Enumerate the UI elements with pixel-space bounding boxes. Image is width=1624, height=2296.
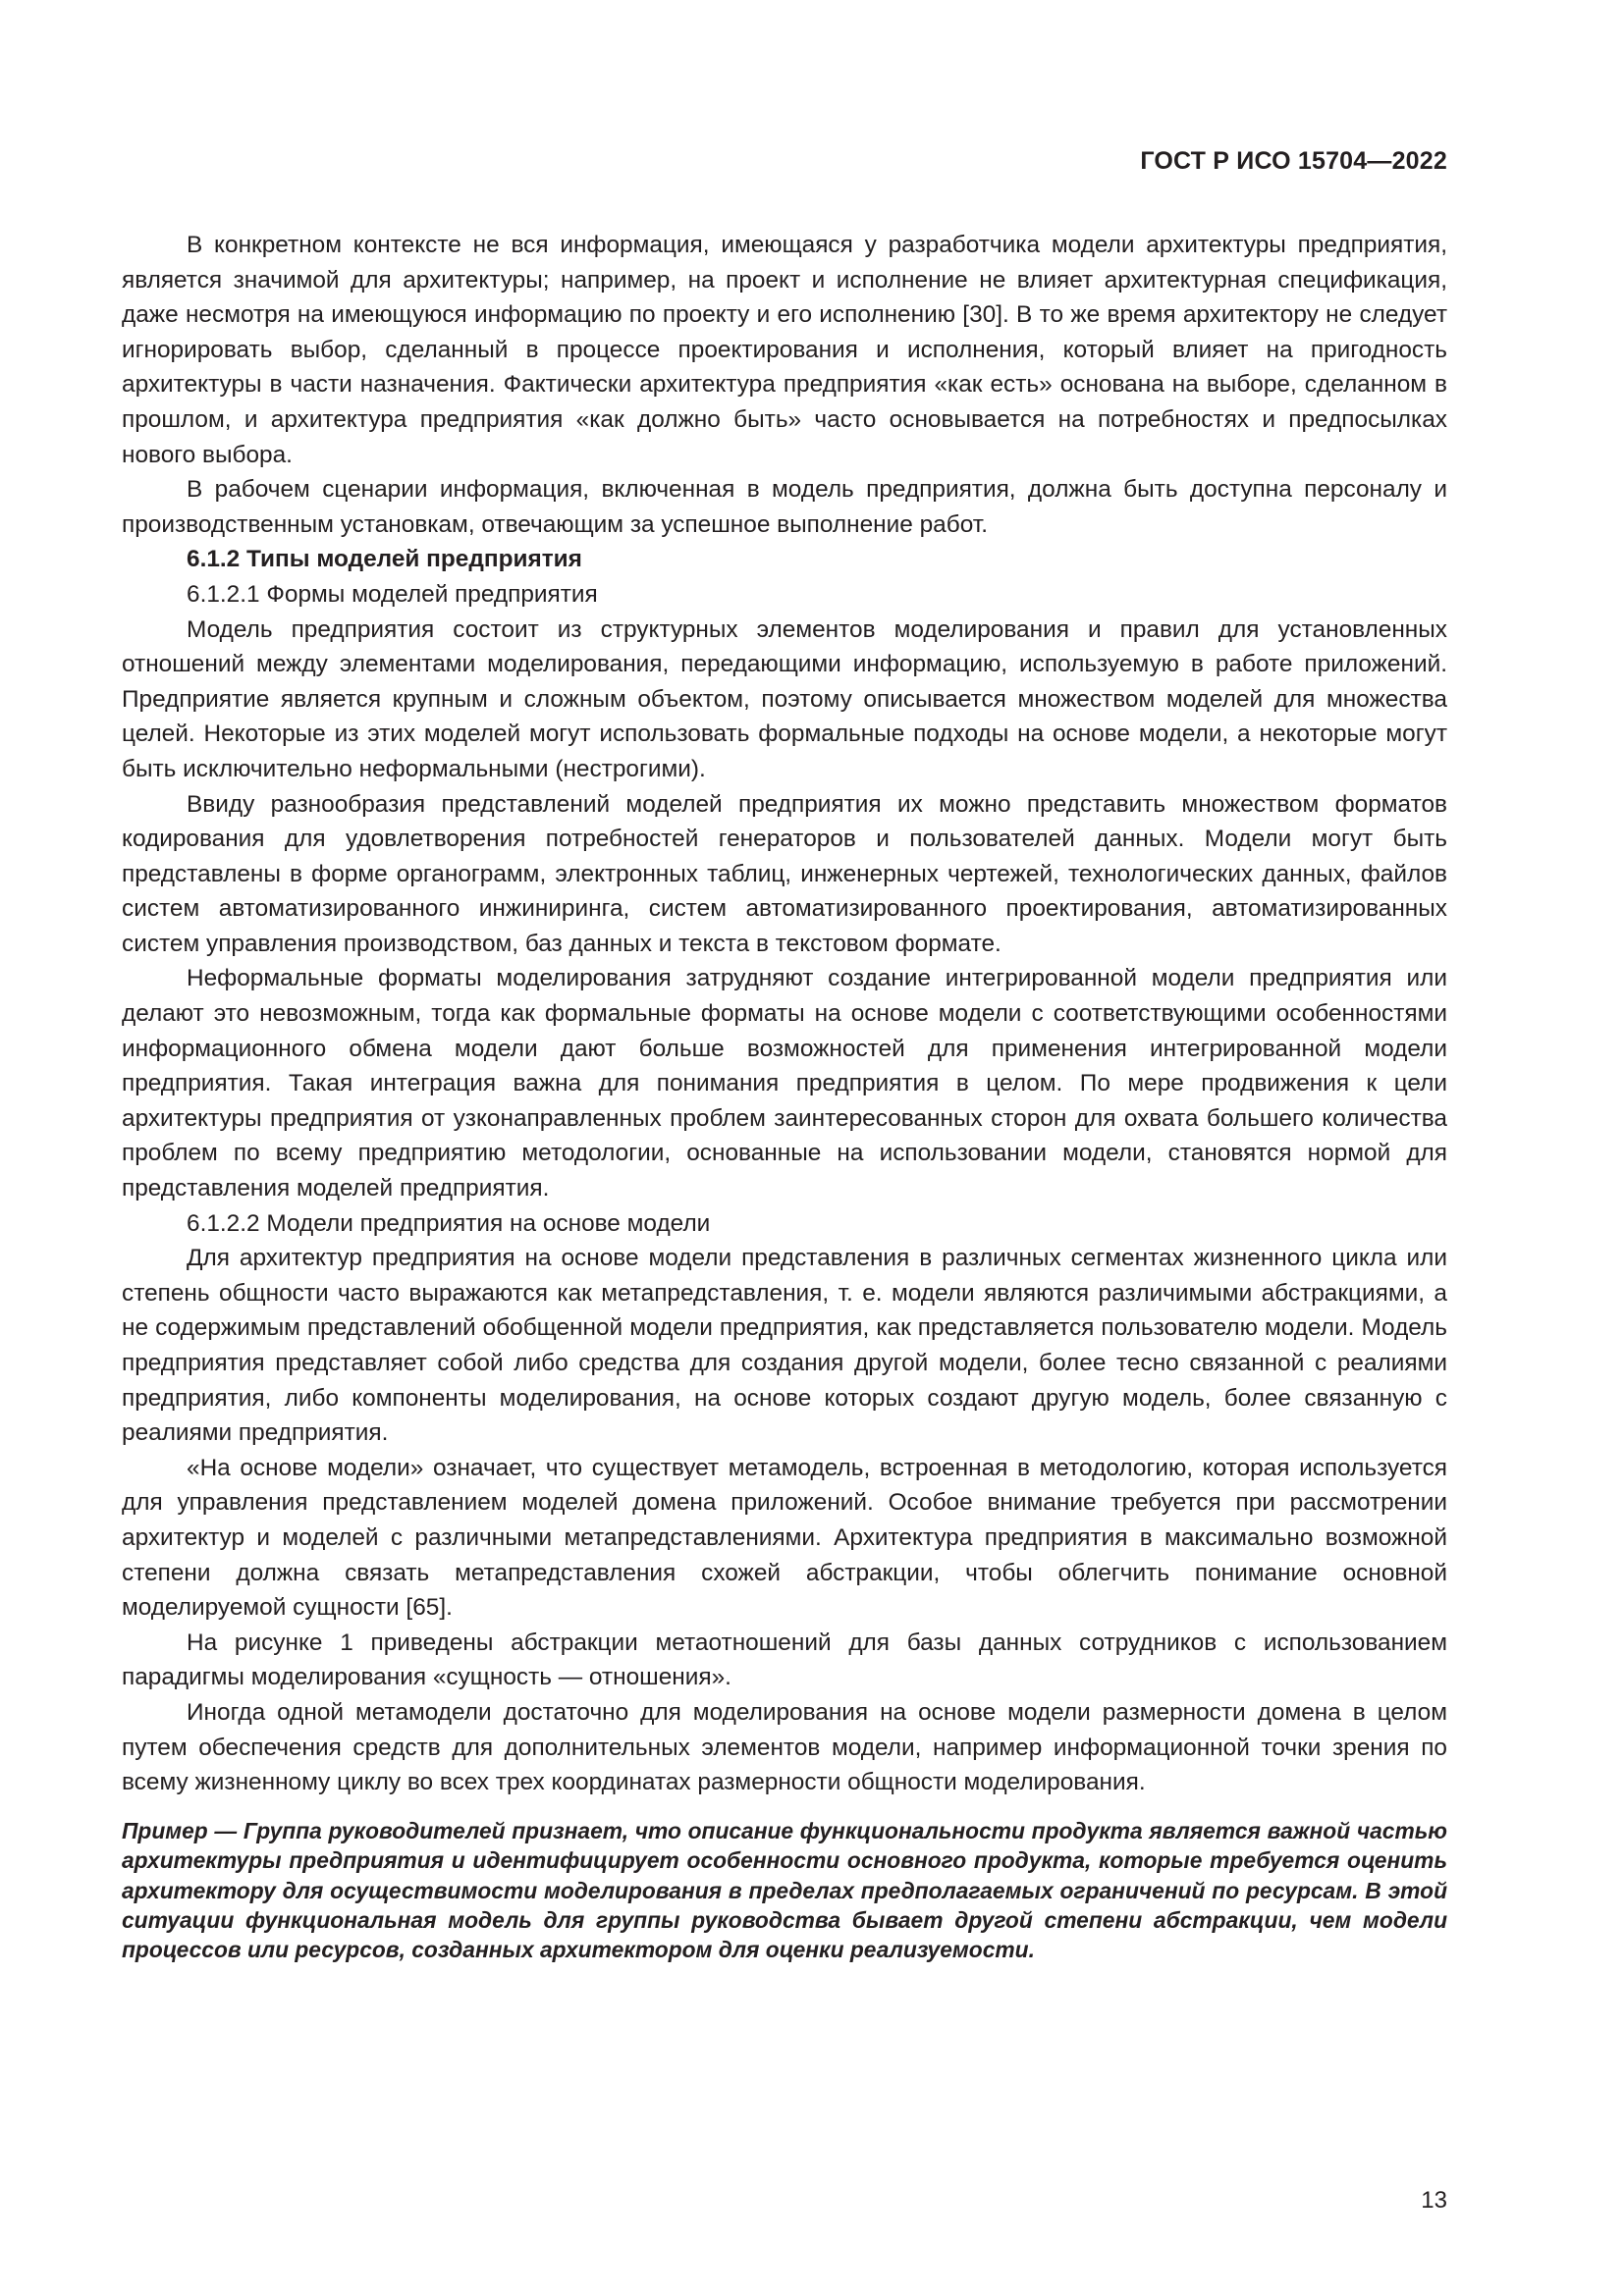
paragraph: В рабочем сценарии информация, включенная в модель предприятия, должна быть доступна персоналу и производственным установкам, отвечающим за успешное выполнение работ. xyxy=(122,476,1447,538)
example-note: Пример — Группа руководителей признает, что описание функциональности продукта является важной частью архитектуры предприятия и идентифицирует особенности основного продукта, которые требуется оценить архитектору для осуществимости моделирования в пределах предполагаемых ограничений по ресурсам. В этой ситуации функциональная модель для группы руководства бывает другой степени абстракции, чем модели процессов или ресурсов, созданных архитектором для оценки реализуемости. xyxy=(122,1817,1447,1963)
paragraph: На рисунке 1 приведены абстракции метаотношений для базы данных сотрудников с использованием парадигмы моделирования «сущность — отношения». xyxy=(122,1629,1447,1691)
subsection-heading: 6.1.2.2 Модели предприятия на основе модели xyxy=(187,1209,711,1237)
paragraph: Для архитектур предприятия на основе модели представления в различных сегментах жизненного цикла или степень общности часто выражаются как метапредставления, т. е. модели являются различимыми абстракциями, а не содержимым представлений обобщенной модели предприятия, как представляется пользователю модели. Модель предприятия представляет собой либо средства для создания другой модели, более тесно связанной с реалиями предприятия, либо компоненты моделирования, на основе которых создают другую модель, более связанную с реалиями предприятия. xyxy=(122,1245,1447,1447)
paragraph: Иногда одной метамодели достаточно для моделирования на основе модели размерности домена в целом путем обеспечения средств для дополнительных элементов модели, например информационной точки зрения по всему жизненному циклу во всех трех координатах размерности общности моделирования. xyxy=(122,1698,1447,1796)
section-heading: 6.1.2 Типы моделей предприятия xyxy=(187,546,582,573)
subsection-heading: 6.1.2.1 Формы моделей предприятия xyxy=(187,580,598,608)
paragraph: В конкретном контексте не вся информация, имеющаяся у разработчика модели архитектуры предприятия, является значимой для архитектуры; например, на проект и исполнение не влияет архитектурная спецификация, даже несмотря на имеющуюся информацию по проекту и его исполнению [30]. В то же время архитектору не следует игнорировать выбор, сделанный в процессе проектирования и исполнения, который влияет на пригодность архитектуры в части назначения. Фактически архитектура предприятия «как есть» основана на выборе, сделанном в прошлом, и архитектура предприятия «как должно быть» часто основывается на потребностях и предпосылках нового выбора. xyxy=(122,232,1447,468)
page-body xyxy=(122,228,1447,1965)
paragraph: Неформальные форматы моделирования затрудняют создание интегрированной модели предприятия или делают это невозможным, тогда как формальные форматы на основе модели с соответствующими особенностями информационного обмена модели дают больше возможностей для применения интегрированной модели предприятия. Такая интеграция важна для понимания предприятия в целом. По мере продвижения к цели архитектуры предприятия от узконаправленных проблем заинтересованных сторон для охвата большего количества проблем по всему предприятию методологии, основанные на использовании модели, становятся нормой для представления моделей предприятия. xyxy=(122,965,1447,1202)
paragraph: «На основе модели» означает, что существует метамодель, встроенная в методологию, которая используется для управления представлением моделей домена приложений. Особое внимание требуется при рассмотрении архитектур и моделей с различными метапредставлениями. Архитектура предприятия в максимально возможной степени должна связать метапредставления схожей абстракции, чтобы облегчить понимание основной моделируемой сущности [65]. xyxy=(122,1454,1447,1622)
document-header: ГОСТ Р ИСО 15704—2022 xyxy=(1140,147,1447,175)
paragraph: Ввиду разнообразия представлений моделей предприятия их можно представить множеством форматов кодирования для удовлетворения потребностей генераторов и пользователей данных. Модели могут быть представлены в форме органограмм, электронных таблиц, инженерных чертежей, технологических данных, файлов систем автоматизированного инжиниринга, систем автоматизированного проектирования, автоматизированных систем управления производством, баз данных и текста в текстовом формате. xyxy=(122,790,1447,957)
page-number: 13 xyxy=(1421,2187,1447,2214)
paragraph: Модель предприятия состоит из структурных элементов моделирования и правил для установленных отношений между элементами моделирования, передающими информацию, используемую в работе приложений. Предприятие является крупным и сложным объектом, поэтому описывается множеством моделей для множества целей. Некоторые из этих моделей могут использовать формальные подходы на основе модели, а некоторые могут быть исключительно неформальными (нестрогими). xyxy=(122,615,1447,782)
